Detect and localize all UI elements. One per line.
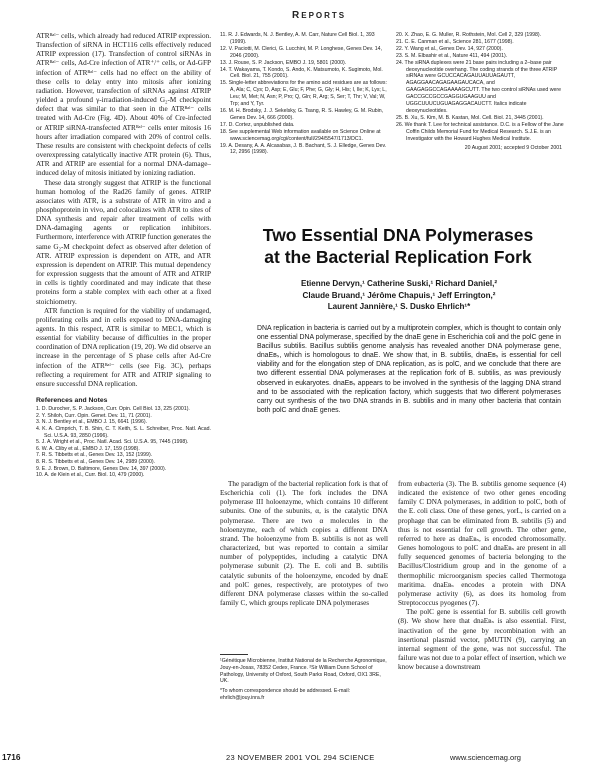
section-header	[292, 10, 372, 21]
section-header-initial: R	[292, 10, 302, 21]
reference-item: 15. Single-letter abbreviations for the amino acid residues are as follows: A, Ala; C, Cys; D, Asp; E, Glu; F, Phe; G, Gly; H, His; I, Ile; K, Lys; L, Leu; M, Met; N, Asn; P, Pro; Q, Gln; R, Arg; S, Ser; T, Thr; V, Val; W, Trp; and Y, Tyr.	[220, 80, 387, 108]
left-column	[36, 32, 211, 479]
reference-item: 16. M. H. Brodsky, J. J. Sekelsky, G. Tsang, R. S. Hawley, G. M. Rubin, Genes Dev. 14, 666 (2000).	[220, 107, 384, 121]
reference-list-left	[36, 406, 211, 479]
left-paragraph-3: ATR function is required for the viability of undamaged, proliferating cells and in cells exposed to DNA-damaging agents. In this respect, ATR is similar to MEC1, which is essential for viability because of difficulties in the proper coordination of DNA replication (19, 20). We did observe an increase in the percentage of S phase cells after Ad-Cre infection of the ATRᴮᵃˡ⁻ cells (see Fig. 3C), perhaps reflecting a requirement for ATR and ATRIP signaling to ensure successful DNA replication.	[36, 306, 211, 388]
reference-item: 17. D. Cortez, unpublished data.	[220, 121, 295, 128]
reference-item: 23. S. M. Elbashir et al., Nature 411, 494 (2001).	[396, 52, 508, 59]
body-column-middle	[220, 480, 388, 608]
footnotes	[220, 658, 388, 705]
reference-item: 2. Y. Shiloh, Curr. Opin. Genet. Dev. 11, 71 (2001).	[36, 412, 152, 419]
article-title-line-1: Two Essential DNA Polymerases	[262, 225, 534, 245]
reference-list-right	[396, 32, 568, 151]
reference-item: 12. V. Paciotti, M. Clerici, G. Lucchini, M. P. Longhese, Genes Dev. 14, 2046 (2000).	[220, 45, 382, 59]
reference-item: 13. J. Rouse, S. P. Jackson, EMBO J. 19, 5801 (2000).	[220, 59, 347, 66]
reference-item: 1. D. Durocher, S. P. Jackson, Curr. Opin. Cell Biol. 13, 225 (2001).	[36, 406, 190, 413]
reference-item: 26. We thank T. Lee for technical assistance. D.C. is a Fellow of the Jane Coffin Childs Memorial Fund for Medical Research. S.J.E. is an Investigator with the Howard Hughes Medical Institute.	[396, 121, 564, 142]
article-title-line-2: at the Bacterial Replication Fork	[264, 247, 532, 267]
reference-item: 20. X. Zhao, E. G. Muller, R. Rothstein, Mol. Cell 2, 329 (1998).	[396, 32, 542, 38]
journal-website-link[interactable]: www.sciencemag.org	[450, 753, 521, 762]
references-heading: References and Notes	[36, 397, 108, 405]
reference-item: 8. R. S. Tibbetts et al., Genes Dev. 14, 2989 (2000).	[36, 459, 155, 465]
reference-item: 18. See supplemental Web information available on Science Online at www.sciencemag.org/cgi/content/full/294/5547/1713/DC1.	[220, 128, 381, 142]
article-title	[224, 224, 572, 268]
reference-item: 9. E. J. Brown, D. Baltimore, Genes Dev. 14, 397 (2000).	[36, 465, 167, 472]
body-column-right	[398, 480, 566, 672]
reference-item: 22. Y. Wang et al., Genes Dev. 14, 927 (2000).	[396, 45, 503, 52]
affiliations-footnote: ¹Génétique Microbienne, Institut National de la Recherche Agronomique, Jouy-en-Josas, 78352 Cedex, France. ²Sir William Dunn School of Pathology, University of Oxford, South Parks Road, Oxford, OX1 3RE, UK.	[220, 658, 387, 685]
reference-item: 11. R. J. Edwards, N. J. Bentley, A. M. Carr, Nature Cell Biol. 1, 393 (1999).	[220, 32, 375, 45]
author-line-3: Laurent Jannière,¹ S. Dusko Ehrlich¹*	[327, 302, 471, 311]
body-paragraph-2: from eubacteria (3). The B. subtilis genome sequence (4) indicated the existence of two other genes encoding family C DNA polymerases, in addition to polC, both of the E. coli class. One of these genes, yorL, is carried on a prophage that can be eliminated from B. subtilis (5) and thus is not essential for cell growth. The other gene, referred to here as dnaEʙₛ, is encoded chromosomally. Genes homologous to polC and dnaEʙₛ are present in all fully sequenced genomes of bacteria belonging to the Bacillus/Clostridium group and in the genome of a thermophilic microorganism species called Thermotoga maritima. dnaEʙₛ encodes a protein with DNA polymerase activity (6), as does its homolog from Streptococcus pyogenes (7).	[398, 480, 566, 608]
received-date: 20 August 2001; accepted 9 October 2001	[464, 144, 562, 151]
reference-item: 3. N. J. Bentley et al., EMBO J. 15, 6641 (1996).	[36, 419, 148, 426]
reference-item: 19. A. Desany, A. A. Alcasabas, J. B. Bachant, S. J. Elledge, Genes Dev. 12, 2956 (1998).	[220, 142, 387, 156]
footnote-divider	[220, 654, 248, 655]
reference-item: 24. The siRNA duplexes were 21 base pairs including a 2–base pair deoxynucleotide overhang. The coding strands of the three ATRIP siRNAs were GCUCCACAGAUUAUUAGAUTT, AGAGGAACAGAGAAGAUCACA, and GAAGAGGCCAGAAAAGCUTT. The two control siRNAs used were GACCGCCGCCGAGGUGAAGUU and UGGCUUUCUGUAGAGGACAUCTT. Italics indicate deoxynucleotides.	[396, 59, 561, 114]
page-footer	[0, 752, 600, 766]
correspondence-footnote: *To whom correspondence should be addressed. E-mail: ehrlich@jouy.inra.fr	[220, 688, 351, 701]
reference-item: 6. W. A. Cliby et al., EMBO J. 17, 159 (1998).	[36, 445, 140, 452]
body-paragraph-1: The paradigm of the bacterial replication fork is that of Escherichia coli (1). The fork includes the DNA polymerase III holoenzyme, which contains 10 different subunits. One of the subunits, α, is the catalytic DNA polymerase. There are two α molecules in the holoenzyme, each of which copies a different DNA strand. The holoenzyme from B. subtilis is not as well characterized, but was reported to contain a similar number of polypeptides, including a catalytic DNA polymerase subunit (2). The E. coli and B. subtilis catalytic subunits of the holoenzyme, encoded by dnaE and polC genes, respectively, are prototypes of two different DNA polymerase classes within the so-called family C, which groups replicate DNA polymerases	[220, 480, 388, 608]
author-line-2: Claude Bruand,¹ Jérôme Chapuis,¹ Jeff Errington,²	[302, 290, 496, 300]
page-number: 1716	[2, 752, 21, 762]
reference-item: 21. C. E. Canman et al., Science 281, 1677 (1998).	[396, 38, 514, 45]
abstract: DNA replication in bacteria is carried out by a multiprotein complex, which is thought to contain only one essential DNA polymerase, specified by the dnaE gene in Escherichia coli and the polC gene in Bacillus subtilis. Bacillus subtilis genome analysis has revealed another DNA polymerase gene, dnaEʙₛ, which is homologous to dnaE. We show that, in B. subtilis, dnaEʙₛ is essential for cell viability and for the elongation step of DNA replication, as is polC, and we conclude that there are two different essential DNA polymerases at the replication fork of B. subtilis, as was previously observed in eukaryotes. dnaEʙₛ appears to be involved in the synthesis of the lagging DNA strand and to be associated with the replication factory, which suggests that two different polymerases carry out synthesis of the two DNA strands in B. subtilis and in many other bacteria that contain both polC and dnaE genes.	[257, 325, 561, 414]
author-line-1: Etienne Dervyn,¹ Catherine Suski,¹ Richard Daniel,²	[300, 279, 498, 288]
reference-item: 14. T. Wakayama, T. Kondo, S. Ando, K. Matsumoto, K. Sugimoto, Mol. Cell. Biol. 21, 755 (2001).	[220, 66, 383, 80]
issue-info: 23 NOVEMBER 2001 VOL 294 SCIENCE	[226, 753, 375, 762]
reference-item: 4. K. A. Cimprich, T. B. Shin, C. T. Keith, S. L. Schreiber, Proc. Natl. Acad. Sci. U.S.A. 93, 2850 (1996).	[36, 426, 211, 439]
body-paragraph-3: The polC gene is essential for B. subtilis cell growth (8). We show here that dnaEʙₛ is also essential. First, inactivation of the gene by recombination with an insertional plasmid vector, pMUTIN (9), carrying an internal segment of the gene, was not successful. The failure was not due to a polar effect of insertion, which we know because a downstream	[398, 608, 566, 672]
author-list	[240, 278, 558, 313]
reference-list-middle	[220, 32, 390, 156]
reference-item: 5. J. A. Wright et al., Proc. Natl. Acad. Sci. U.S.A. 95, 7445 (1998).	[36, 439, 189, 446]
reference-item: 7. R. S. Tibbetts et al., Genes Dev. 13, 152 (1999).	[36, 452, 153, 459]
reference-item: 25. B. Xu, S. Kim, M. B. Kastan, Mol. Cell. Biol. 21, 3445 (2001).	[396, 114, 544, 121]
left-paragraph-1: ATRᴮᵃˡ⁻ cells, which already had reduced ATRIP expression. Transfection of siRNA in HCT116 cells effectively reduced ATRIP expression (17). Transfection of control siRNAs in ATRᴮᵃˡ⁻ cells, Ad-Cre infection of ATR⁺/⁺ cells, or Ad-GFP infection of ATRᴮᵃˡ⁻ cells had no effect on the ability of these cells to delay entry into mitosis after ionizing radiation. However, transfection of siRNAs against ATRIP yielded a profound γ-irradiation-induced G₂-M checkpoint defect that was similar to that seen in the ATRᴮᵃˡ⁻ cells treated with Ad-Cre (Fig. 4D). About 40% of Cre-infected or ATRIP siRNA-transfected ATRᴮᵃˡ⁻ cells enter mitosis 16 hours after irradiation compared with 20% of control cells. These results are consistent with checkpoint defects of cells overexpressing catalytically inactive ATR protein (6). Thus, ATR and ATRIP are essential for a normal DNA-damage–induced delay of mitosis initiated by ionizing radiation.	[36, 32, 211, 178]
left-paragraph-2: These data strongly suggest that ATRIP is the functional human homolog of the Rad26 family of genes. ATRIP associates with ATR, is a substrate of ATR in vitro and a phosphoprotein in vivo, and colocalizes with ATR to sites of DNA synthesis and repair after treatment of cells with DNA-damaging agents or replication inhibitors. Furthermore, interference with ATRIP function generates the same G₂-M checkpoint defect as observed after deletion of ATR. ATRIP expression is dependent on ATR, and ATR expression is dependent on ATRIP. This mutual dependency for expression suggests that the amount of ATR and ATRIP in cells is tightly coordinated and may indicate that these proteins form a stable complex with each other at a fixed stoichiometry.	[36, 178, 211, 306]
reference-item: 10. A. de Klein et al., Curr. Biol. 10, 479 (2000).	[36, 472, 145, 479]
section-header-rest: EPORTS	[301, 11, 347, 20]
